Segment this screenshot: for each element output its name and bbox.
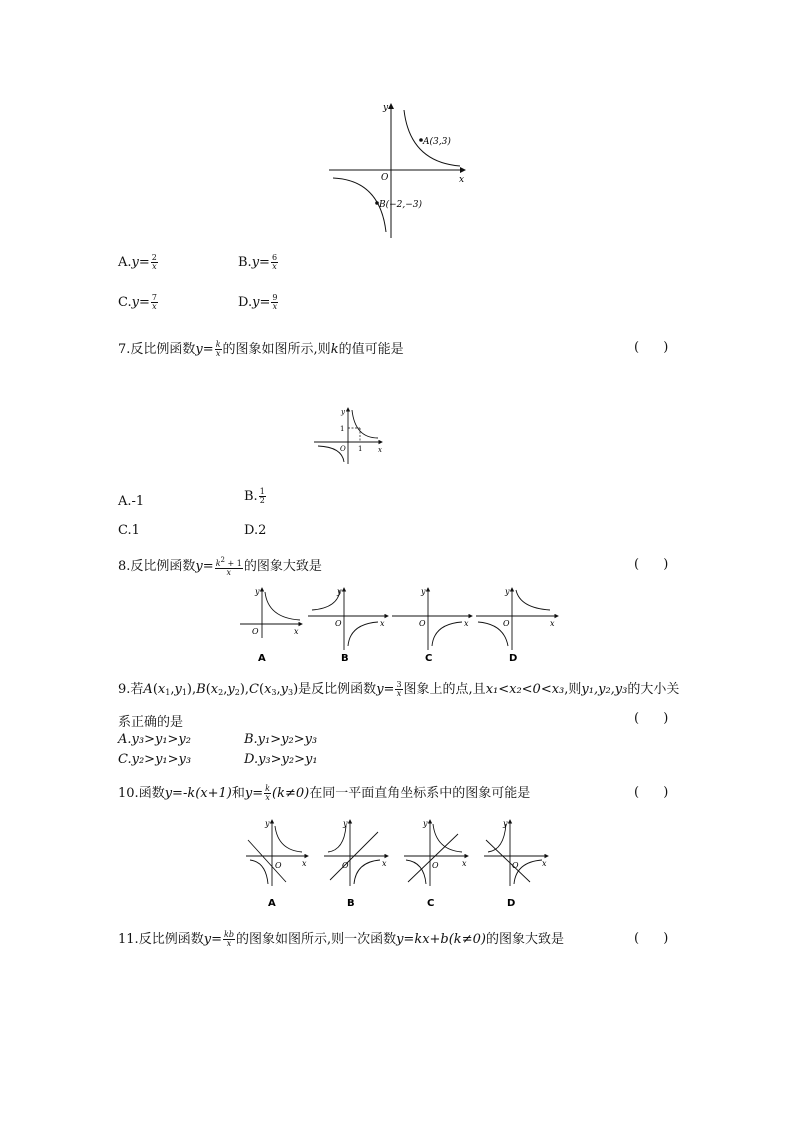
question-text: 是反比例函数 (298, 682, 377, 697)
curve (312, 590, 340, 610)
q9-question-line2: 系正确的是 (118, 715, 184, 730)
frac-num: 6 (271, 253, 278, 262)
func-var: y (203, 932, 212, 947)
curve (348, 622, 378, 646)
q6-graph (325, 100, 475, 240)
q9-option-c[interactable]: C.y₂>y₁>y₃ (118, 752, 192, 767)
origin: O (503, 619, 510, 628)
option-eq: = (259, 255, 270, 270)
question-text: 的值可能是 (338, 342, 404, 357)
q7-graph (312, 404, 388, 466)
q6-option-b[interactable] (238, 254, 279, 271)
frac-num: k (215, 340, 221, 349)
q11-question (118, 928, 564, 948)
func-fraction (395, 681, 402, 698)
q9-answer-blank[interactable]: ( ) (634, 711, 669, 726)
origin: O (275, 861, 282, 870)
option-fraction (151, 254, 158, 271)
question-text: 的图象大致是 (485, 932, 564, 947)
func-var: y (195, 559, 203, 574)
curve (265, 592, 300, 620)
question-text: 反比例函数 (138, 932, 204, 947)
func-fraction (215, 556, 243, 577)
q7-answer-blank[interactable]: ( ) (634, 340, 669, 355)
q8-graphs (236, 584, 566, 666)
q10-question (118, 782, 530, 802)
option-letter: B. (238, 255, 252, 270)
question-number: 9. (118, 682, 131, 697)
func-var: y (195, 342, 203, 357)
option-fraction (271, 254, 278, 271)
q6-y-label: y (383, 103, 389, 113)
q8-answer-blank[interactable]: ( ) (634, 557, 669, 572)
question-text: 的图象如图所示,则 (222, 342, 331, 357)
option-letter: A. (118, 255, 132, 270)
q8-graph-d[interactable] (476, 587, 558, 664)
x-label: x (380, 619, 385, 628)
q8-graph-b[interactable] (308, 587, 388, 664)
curve (328, 826, 346, 852)
question-text: 在同一平面直角坐标系中的图象可能是 (309, 786, 531, 801)
y-label: y (265, 819, 270, 828)
y-label: y (421, 587, 426, 596)
x-label: x (294, 627, 299, 636)
option-var: y (251, 255, 260, 270)
question-number: 11. (118, 932, 139, 947)
curve (275, 826, 302, 852)
y-label: y (503, 819, 508, 828)
frac-den: x (272, 302, 278, 311)
question-text: 的大小关 (627, 682, 680, 697)
q6-label-b: B(−2,−3) (379, 200, 423, 210)
option-letter: C. (118, 295, 132, 310)
curve (432, 622, 462, 646)
option-eq: = (259, 295, 271, 310)
curve (488, 824, 506, 852)
q6-origin: O (381, 173, 389, 183)
question-text: 和 (231, 786, 245, 801)
q7-y-label: y (341, 408, 345, 416)
question-number: 8. (118, 559, 131, 574)
func-fraction (215, 341, 222, 358)
q6-x-label: x (459, 175, 465, 185)
x-label: x (302, 859, 307, 868)
option-var: y (252, 295, 260, 310)
func-eq: = (252, 786, 264, 801)
curve (250, 860, 268, 884)
q9-option-a[interactable]: A.y₃>y₁>y₂ (118, 732, 191, 747)
func-fraction (223, 931, 235, 948)
frac-num: kb (223, 930, 234, 939)
frac-num: 2 (151, 253, 157, 262)
curve (516, 590, 550, 610)
func-eq: = (202, 559, 214, 574)
q10-graph-c[interactable] (404, 819, 468, 909)
origin: O (432, 861, 439, 870)
q7-tick-x: 1 (358, 445, 363, 453)
q9-option-d[interactable]: D.y₃>y₂>y₁ (244, 752, 318, 767)
option-var: y (131, 255, 139, 270)
curve (406, 860, 426, 884)
q10-graphs (242, 816, 562, 910)
option-eq: = (138, 255, 150, 270)
graph-label: B (347, 898, 355, 909)
question-text: 的图象如图所示,则一次函数 (235, 932, 397, 947)
q10-graph-a[interactable] (246, 819, 308, 909)
q7-origin: O (340, 445, 346, 453)
line (486, 840, 530, 882)
x-label: x (464, 619, 469, 628)
question-text: 的图象大致是 (243, 559, 322, 574)
question-text: 反比例函数 (130, 342, 196, 357)
num-rest: + 1 (225, 559, 242, 568)
option-fraction (151, 294, 158, 311)
x-label: x (542, 859, 547, 868)
frac-num: 7 (151, 293, 157, 302)
q7-x-label: x (378, 446, 382, 454)
num-base: k (215, 559, 221, 568)
frac-den: x (215, 349, 221, 358)
func-eq: = (202, 342, 214, 357)
q8-graph-a[interactable] (240, 587, 302, 664)
question-number: 7. (118, 342, 131, 357)
q7-option-b[interactable] (244, 488, 267, 505)
origin: O (512, 861, 519, 870)
question-text: 图象上的点,且 (403, 682, 486, 697)
y-label: y (423, 819, 428, 828)
x-label: x (462, 859, 467, 868)
q8-graph-c[interactable] (392, 587, 472, 664)
x-label: x (550, 619, 555, 628)
q7-question (118, 338, 404, 358)
func-eq: = (211, 932, 222, 947)
option-var: y (131, 295, 139, 310)
y-label: y (505, 587, 510, 596)
frac-num: k (265, 784, 270, 793)
question-text: 若 (130, 682, 144, 697)
func-var: y (376, 682, 384, 697)
graph-label: D (509, 653, 518, 664)
q10-graph-d[interactable] (484, 819, 548, 909)
q6-option-a[interactable] (118, 254, 159, 271)
q7-option-d[interactable]: D.2 (244, 523, 267, 538)
q10-answer-blank[interactable]: ( ) (634, 785, 669, 800)
option-fraction (271, 294, 278, 311)
frac-den: x (226, 939, 232, 948)
question-text: 反比例函数 (130, 559, 196, 574)
curve (433, 824, 462, 852)
graph-label: B (341, 653, 349, 664)
y-label: y (343, 819, 348, 828)
q7-curve-q1 (352, 410, 378, 438)
func-fraction (264, 785, 271, 802)
origin: O (252, 627, 259, 636)
q7-option-a[interactable]: A.-1 (118, 494, 145, 509)
origin: O (342, 861, 349, 870)
option-letter: B. (244, 489, 258, 504)
frac-den: x (265, 793, 270, 802)
q10-graph-b[interactable] (324, 819, 388, 909)
graph-label: C (425, 653, 433, 664)
func1: y=-k(x+1) (164, 786, 232, 801)
origin: O (419, 619, 426, 628)
q7-option-c[interactable]: C.1 (118, 523, 140, 538)
x-label: x (382, 859, 387, 868)
frac-den: x (152, 302, 157, 311)
k-var: k (330, 342, 339, 357)
q6-option-c[interactable] (118, 294, 159, 311)
origin: O (335, 619, 342, 628)
question-text: ,则 (564, 682, 582, 697)
q11-answer-blank[interactable]: ( ) (634, 931, 669, 946)
frac-num: 9 (272, 293, 278, 302)
y-label: y (255, 587, 260, 596)
question-number: 10. (118, 786, 139, 801)
q8-question (118, 555, 322, 577)
ys: y₁,y₂,y₃ (581, 682, 628, 697)
num-sup: 2 (220, 556, 226, 564)
q6-option-d[interactable] (238, 294, 279, 311)
point-name: A (143, 682, 153, 697)
graph-label: A (268, 898, 276, 909)
frac-den: x (152, 262, 157, 271)
func2: y=kx+b(k≠0) (396, 932, 486, 947)
point-name: C (249, 682, 259, 697)
frac-den: x (272, 262, 277, 271)
frac-den: x (396, 689, 402, 698)
option-fraction (259, 488, 266, 505)
question-text: 函数 (138, 786, 165, 801)
option-eq: = (138, 295, 150, 310)
frac-den: x (226, 568, 232, 577)
func-var: y (244, 786, 253, 801)
q7-tick-y: 1 (340, 425, 345, 433)
graph-label: C (427, 898, 435, 909)
y-label: y (337, 587, 342, 596)
line (408, 834, 458, 882)
q9-option-b[interactable]: B.y₁>y₂>y₃ (244, 732, 318, 747)
frac-den: 2 (259, 496, 265, 505)
frac-num: 3 (396, 680, 402, 689)
option-letter: D. (238, 295, 253, 310)
point-name: B (196, 682, 206, 697)
q9-question-line1: 9.若$A(x_1,y_1),B(x_2,y_2),C(x_3,y_3)$是反比例函数y= $\frac{3}{x}$ 图象上的点,且x₁<x₂<0<x₃,则y₁,y₂,y₃的大小关 (118, 680, 680, 698)
curve (354, 860, 380, 884)
condition: (k≠0) (272, 786, 310, 801)
q6-label-a: A(3,3) (423, 137, 451, 147)
relation: x₁<x₂<0<x₃ (485, 682, 565, 697)
frac-num: 1 (259, 487, 265, 496)
graph-label: D (507, 898, 516, 909)
graph-label: A (258, 653, 266, 664)
